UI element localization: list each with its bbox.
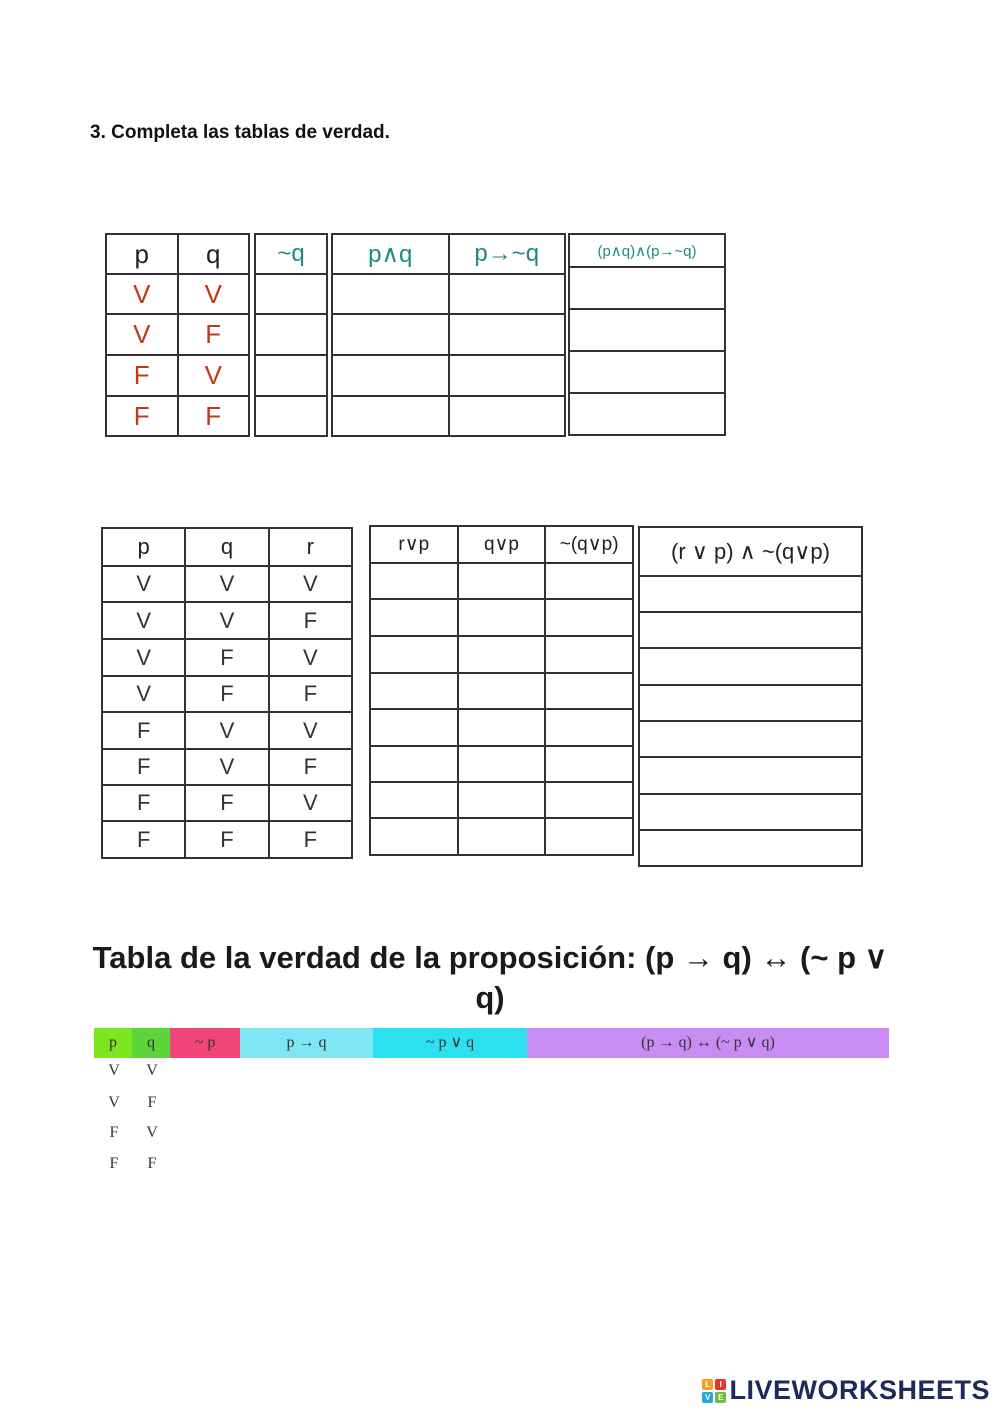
- truth-table-1-not-q: [254, 233, 328, 437]
- section-title: Tabla de la verdad de la proposición: (p → q) ↔ (~ p ∨ q): [92, 940, 888, 1015]
- value-q: F: [147, 1155, 157, 1172]
- value-p: F: [109, 1124, 119, 1141]
- header-r-or-p: r∨p: [370, 526, 458, 563]
- cell-q: V: [185, 566, 268, 602]
- cell-q: F: [185, 639, 268, 676]
- answer-cell[interactable]: [545, 563, 633, 599]
- header-p-implies-not-q: p→~q: [449, 234, 566, 274]
- answer-cell[interactable]: [458, 599, 546, 636]
- header-compound: (r ∨ p) ∧ ~(q∨p): [639, 527, 862, 576]
- answer-cell[interactable]: [449, 355, 566, 396]
- cell-p: F: [102, 749, 185, 785]
- answer-cell[interactable]: [449, 274, 566, 314]
- answer-cell[interactable]: [545, 636, 633, 673]
- answer-cell[interactable]: [449, 314, 566, 355]
- cell-p: F: [102, 712, 185, 749]
- value-q: V: [146, 1062, 158, 1079]
- header-p: p: [102, 528, 185, 566]
- answer-cell[interactable]: [370, 599, 458, 636]
- cell-q: V: [178, 274, 250, 314]
- answer-cell[interactable]: [545, 599, 633, 636]
- colored-header-row: [94, 1028, 889, 1058]
- cell-q: V: [185, 749, 268, 785]
- answer-cell[interactable]: [255, 314, 327, 355]
- answer-cell[interactable]: [639, 721, 862, 757]
- answer-cell[interactable]: [370, 563, 458, 599]
- header-p-and-q: p∧q: [332, 234, 449, 274]
- header-q: q: [185, 528, 268, 566]
- header-p: p: [94, 1028, 132, 1058]
- answer-cell[interactable]: [370, 673, 458, 709]
- answer-cell[interactable]: [545, 673, 633, 709]
- header-q: q: [178, 234, 250, 274]
- cell-r: V: [269, 639, 352, 676]
- cell-q: F: [178, 396, 250, 436]
- answer-cell[interactable]: [569, 351, 725, 393]
- instruction-heading: 3. Completa las tablas de verdad.: [90, 122, 390, 143]
- cell-p: V: [102, 676, 185, 712]
- header-not-p: ~ p: [170, 1028, 240, 1058]
- answer-cell[interactable]: [255, 274, 327, 314]
- header-compound: (p∧q)∧(p→~q): [569, 234, 725, 267]
- cell-r: V: [269, 785, 352, 821]
- answer-cell[interactable]: [449, 396, 566, 436]
- cell-p: F: [102, 821, 185, 858]
- answer-cell[interactable]: [255, 396, 327, 436]
- logo-text: LIVEWORKSHEETS: [729, 1375, 990, 1405]
- cell-p: V: [106, 274, 178, 314]
- truth-table-2-pqr: [101, 527, 353, 859]
- header-q: q: [132, 1028, 170, 1058]
- value-q: F: [147, 1094, 157, 1111]
- header-q-or-p: q∨p: [458, 526, 546, 563]
- cell-p: F: [102, 785, 185, 821]
- cell-r: V: [269, 712, 352, 749]
- answer-cell[interactable]: [255, 355, 327, 396]
- truth-table-1-pq: [105, 233, 250, 437]
- header-p: p: [106, 234, 178, 274]
- header-r: r: [269, 528, 352, 566]
- cell-r: F: [269, 749, 352, 785]
- answer-cell[interactable]: [639, 794, 862, 830]
- header-not-q: ~q: [255, 234, 327, 274]
- answer-cell[interactable]: [569, 393, 725, 435]
- answer-cell[interactable]: [639, 830, 862, 866]
- cell-q: F: [185, 676, 268, 712]
- cell-p: F: [106, 355, 178, 396]
- cell-q: V: [185, 712, 268, 749]
- answer-cell[interactable]: [458, 746, 546, 782]
- header-not-p-or-q: ~ p ∨ q: [373, 1028, 527, 1058]
- answer-cell[interactable]: [639, 757, 862, 794]
- answer-cell[interactable]: [458, 709, 546, 746]
- header-not-q-or-p: ~(q∨p): [545, 526, 633, 563]
- value-p: V: [108, 1094, 120, 1111]
- answer-cell[interactable]: [332, 314, 449, 355]
- cell-p: V: [102, 566, 185, 602]
- answer-cell[interactable]: [332, 274, 449, 314]
- answer-cell[interactable]: [545, 746, 633, 782]
- cell-q: V: [178, 355, 250, 396]
- answer-cell[interactable]: [458, 563, 546, 599]
- cell-r: V: [269, 566, 352, 602]
- answer-cell[interactable]: [545, 818, 633, 855]
- cell-r: F: [269, 821, 352, 858]
- answer-cell[interactable]: [569, 267, 725, 309]
- answer-cell[interactable]: [458, 782, 546, 818]
- cell-q: F: [185, 785, 268, 821]
- truth-table-2-compound: [638, 526, 863, 867]
- header-biconditional: (p → q) ↔ (~ p ∨ q): [527, 1028, 889, 1058]
- answer-cell[interactable]: [458, 636, 546, 673]
- answer-cell[interactable]: [370, 746, 458, 782]
- answer-cell[interactable]: [458, 818, 546, 855]
- logo-mark-icon: L I V E: [702, 1379, 726, 1403]
- cell-r: F: [269, 676, 352, 712]
- answer-cell[interactable]: [639, 576, 862, 612]
- answer-cell[interactable]: [639, 685, 862, 721]
- answer-cell[interactable]: [639, 648, 862, 685]
- cell-p: F: [106, 396, 178, 436]
- answer-cell[interactable]: [370, 709, 458, 746]
- cell-p: V: [102, 639, 185, 676]
- truth-table-1-compound: [568, 233, 726, 436]
- answer-cell[interactable]: [639, 612, 862, 648]
- answer-cell[interactable]: [370, 818, 458, 855]
- cell-q: F: [185, 821, 268, 858]
- value-p: F: [109, 1155, 119, 1172]
- truth-table-2-operations: [369, 525, 634, 856]
- answer-cell[interactable]: [370, 636, 458, 673]
- answer-cell[interactable]: [545, 709, 633, 746]
- header-p-implies-q: p → q: [240, 1028, 373, 1058]
- cell-p: V: [106, 314, 178, 355]
- answer-cell[interactable]: [370, 782, 458, 818]
- cell-q: F: [178, 314, 250, 355]
- cell-p: V: [102, 602, 185, 639]
- answer-cell[interactable]: [332, 355, 449, 396]
- truth-table-1-operations: [331, 233, 566, 437]
- answer-cell[interactable]: [545, 782, 633, 818]
- cell-r: F: [269, 602, 352, 639]
- answer-cell[interactable]: [458, 673, 546, 709]
- value-p: V: [108, 1062, 120, 1079]
- cell-q: V: [185, 602, 268, 639]
- value-q: V: [146, 1124, 158, 1141]
- answer-cell[interactable]: [332, 396, 449, 436]
- answer-cell[interactable]: [569, 309, 725, 351]
- liveworksheets-logo: [702, 1375, 990, 1406]
